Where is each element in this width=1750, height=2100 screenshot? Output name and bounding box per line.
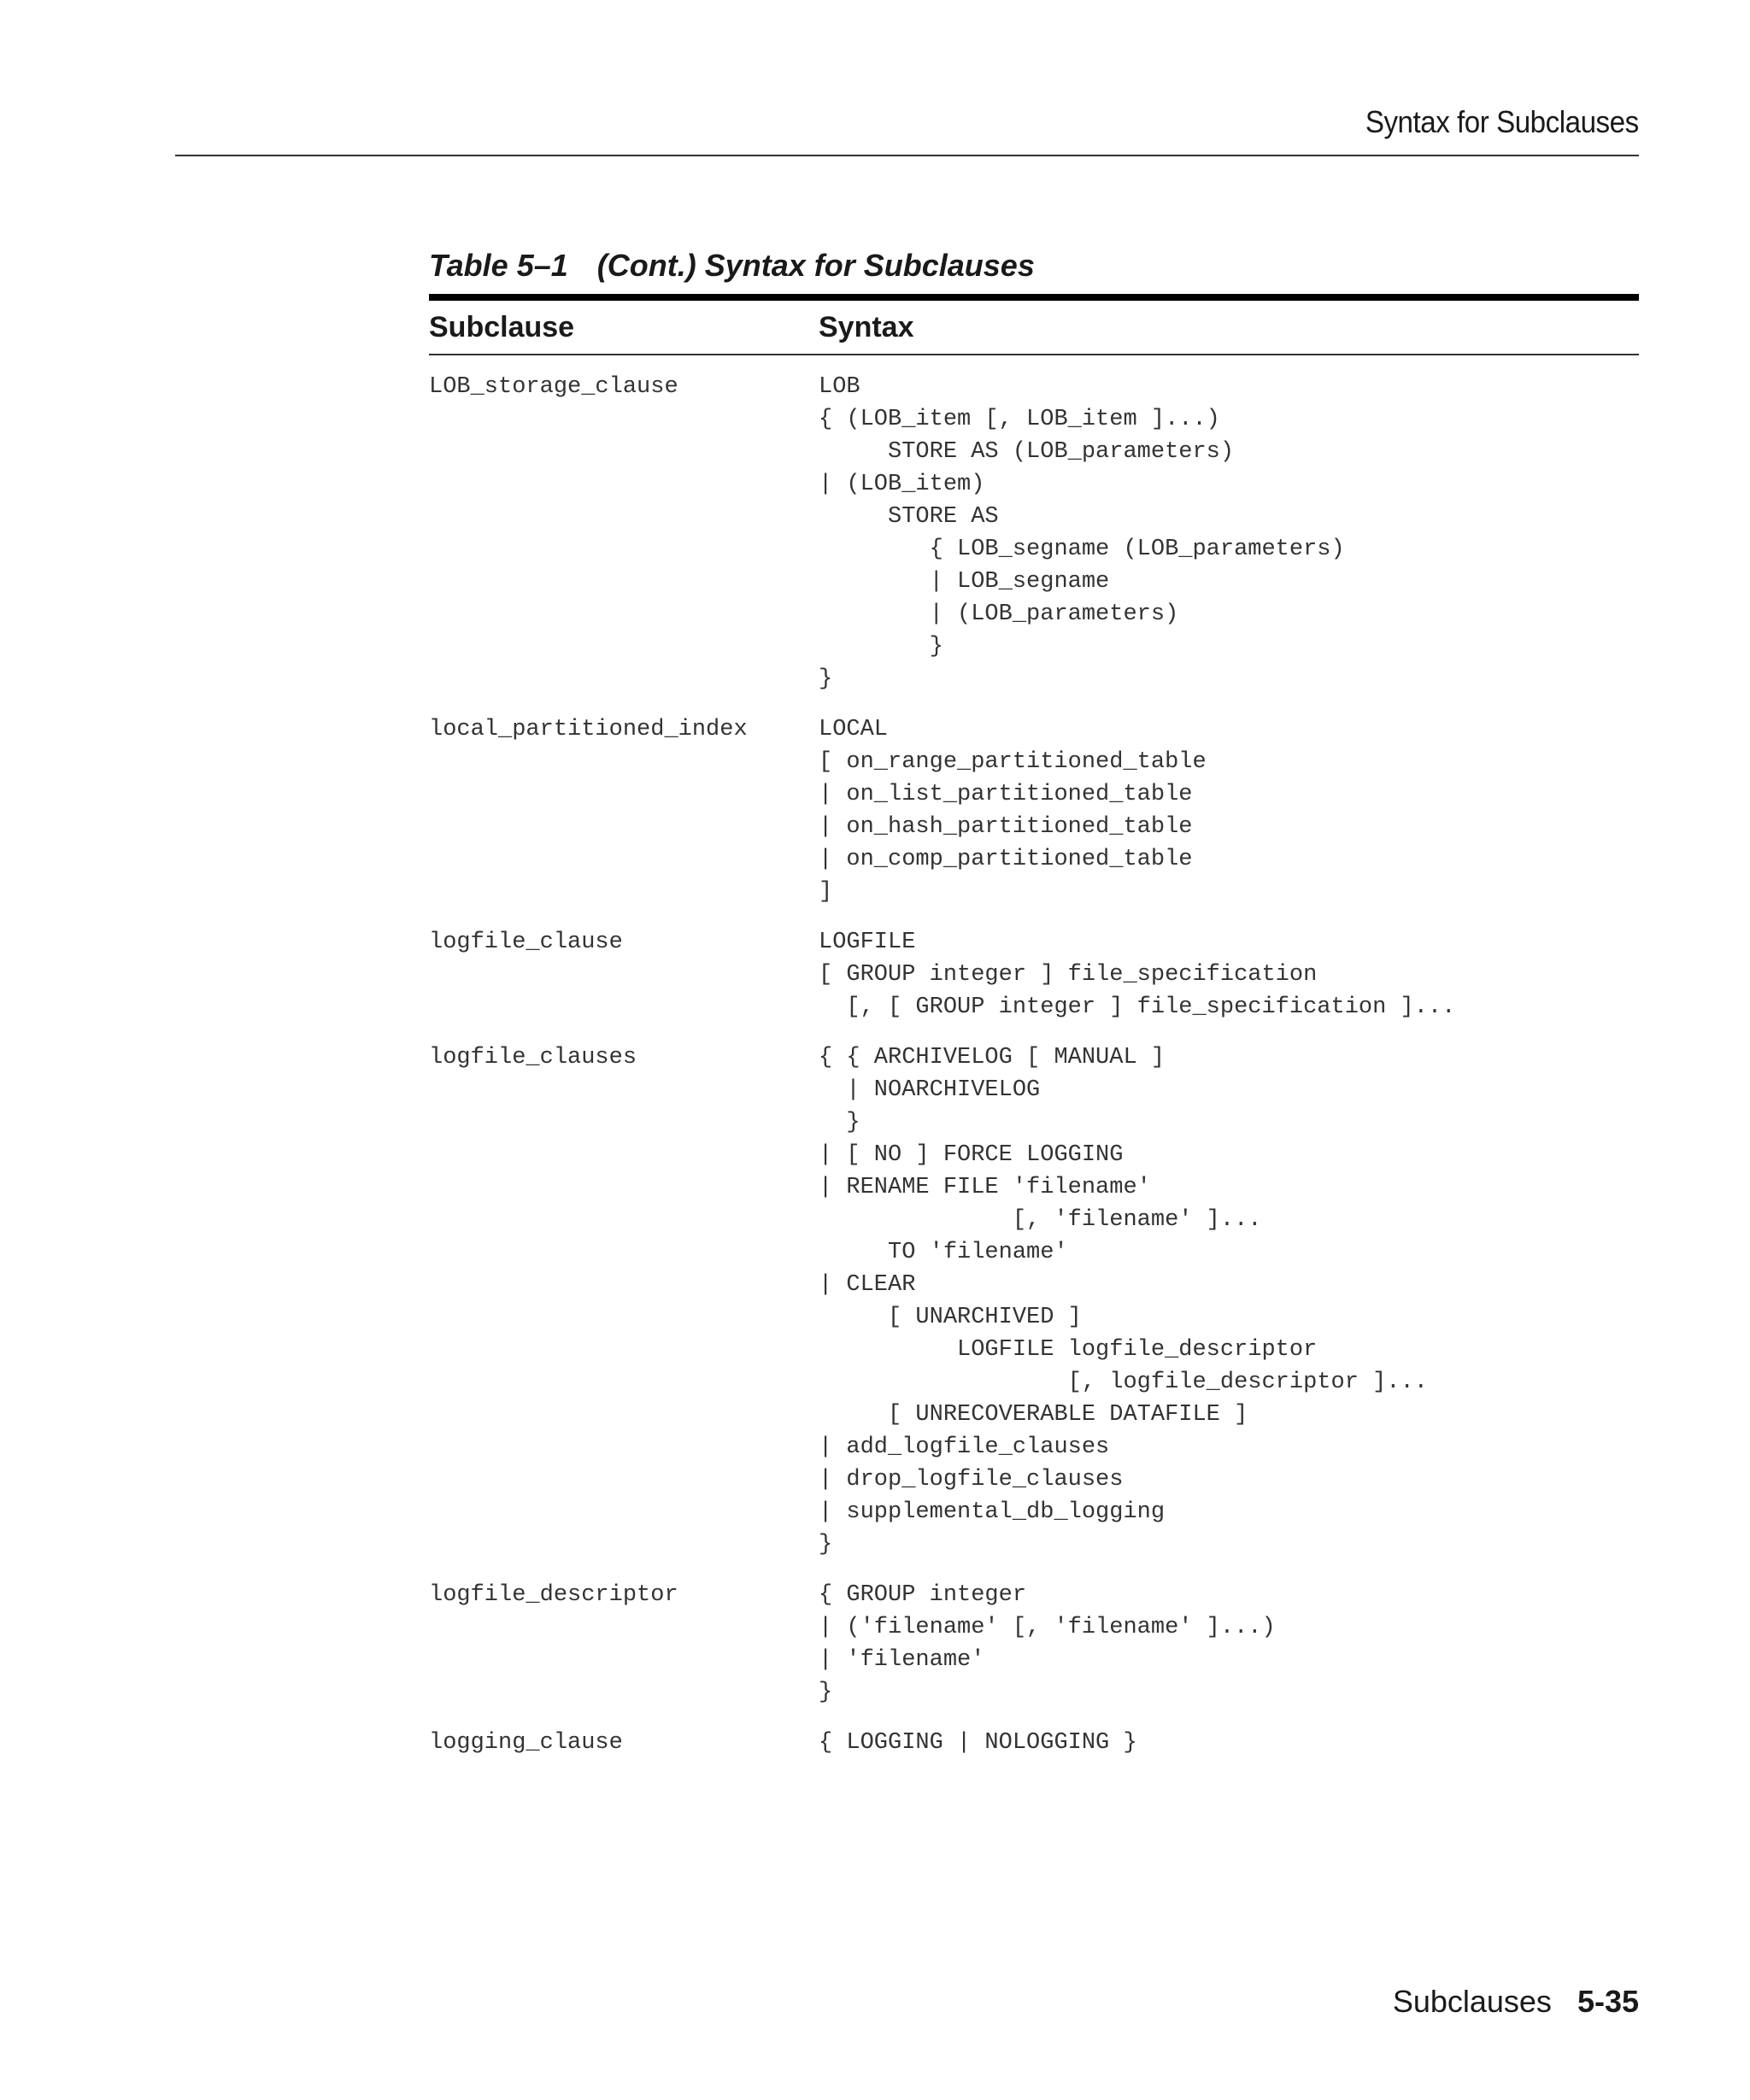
subclause-name: logfile_clauses xyxy=(429,1045,637,1071)
table-row xyxy=(429,713,1639,908)
table-row xyxy=(429,926,1639,1024)
table-row xyxy=(429,371,1639,695)
footer-section: Subclauses xyxy=(1392,1984,1552,2019)
table-row xyxy=(429,1579,1639,1709)
syntax-text: LOGFILE [ GROUP integer ] file_specification [, [ GROUP integer ] file_specification ]... xyxy=(819,930,1456,1020)
table-caption xyxy=(429,248,1035,284)
syntax-text: { { ARCHIVELOG [ MANUAL ] | NOARCHIVELOG } | [ NO ] FORCE LOGGING | RENAME FILE 'filename' [, 'filename' ]... TO 'filename' | CLEAR [ UNARCHIVED ] LOGFILE logfile_descriptor [, logfile_descriptor ]... [ UNRECOVERABLE DATAFILE ] | add_logfile_clauses | drop_logfile_clauses | supplemental_db_logging } xyxy=(819,1045,1428,1557)
header-rule xyxy=(175,155,1639,156)
syntax-table xyxy=(429,294,1639,1777)
syntax-text: { LOGGING | NOLOGGING } xyxy=(819,1730,1137,1756)
table-top-rule xyxy=(429,294,1639,301)
subclause-name: local_partitioned_index xyxy=(429,717,748,742)
syntax-text: LOB { (LOB_item [, LOB_item ]...) STORE AS (LOB_parameters) | (LOB_item) STORE AS { LOB_segname (LOB_parameters) | LOB_segname | (LOB_parameters) } } xyxy=(819,374,1345,692)
syntax-text: LOCAL [ on_range_partitioned_table | on_list_partitioned_table | on_hash_partitioned_table | on_comp_partitioned_table ] xyxy=(819,717,1207,905)
page-footer xyxy=(1393,1984,1639,2020)
subclause-name: logging_clause xyxy=(429,1730,623,1756)
column-header-syntax: Syntax xyxy=(819,310,914,343)
page-number: 5-35 xyxy=(1577,1984,1639,2019)
table-title: (Cont.) Syntax for Subclauses xyxy=(596,248,1035,283)
subclause-name: LOB_storage_clause xyxy=(429,374,678,400)
table-number: Table 5–1 xyxy=(429,248,568,283)
syntax-text: { GROUP integer | ('filename' [, 'filename' ]...) | 'filename' } xyxy=(819,1582,1276,1705)
subclause-name: logfile_descriptor xyxy=(429,1582,678,1608)
table-body xyxy=(429,355,1639,1759)
table-header-row xyxy=(429,301,1639,355)
column-header-subclause: Subclause xyxy=(429,310,575,343)
table-row xyxy=(429,1041,1639,1561)
subclause-name: logfile_clause xyxy=(429,930,623,955)
table-row xyxy=(429,1727,1639,1759)
running-header: Syntax for Subclauses xyxy=(1365,104,1639,139)
